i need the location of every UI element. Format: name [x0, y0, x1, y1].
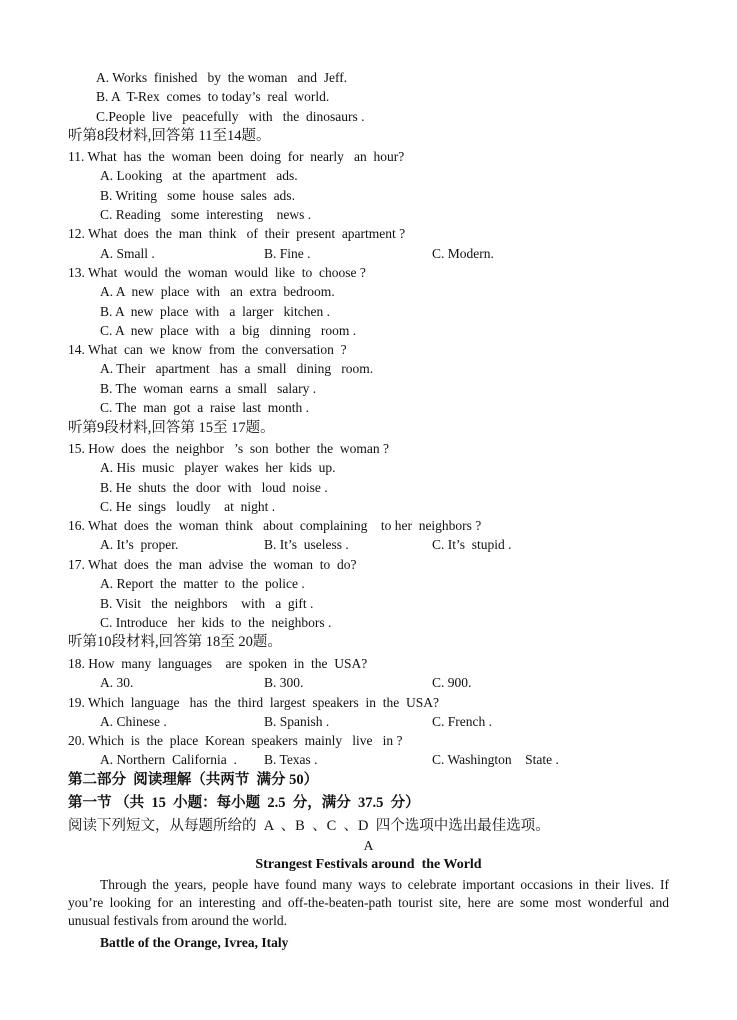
option-line: B. A T-Rex comes to today’s real world.: [96, 89, 330, 104]
subheading: Battle of the Orange, Ivrea, Italy: [100, 935, 289, 950]
option-a: A. It’s proper.: [100, 537, 179, 552]
question-12: 12. What does the man think of their present apartment ?: [68, 226, 406, 241]
question-19: 19. Which language has the third largest speakers in the USA?: [68, 695, 440, 710]
option-line: C. The man got a raise last month .: [100, 400, 309, 415]
option-b: B. Spanish .: [264, 714, 330, 729]
option-line: B. Visit the neighbors with a gift .: [100, 596, 314, 611]
option-a: A. 30.: [100, 675, 134, 690]
option-line: C. He sings loudly at night .: [100, 499, 276, 514]
option-a: A. Small .: [100, 246, 155, 261]
instructions: 阅读下列短文，从每题所给的 A 、B 、C 、D 四个选项中选出最佳选项。: [68, 818, 550, 834]
option-c: C. French .: [432, 714, 492, 729]
option-line: A. Their apartment has a small dining room.: [100, 361, 374, 376]
option-line: B. He shuts the door with loud noise .: [100, 480, 328, 495]
option-line: A. Report the matter to the police .: [100, 576, 305, 591]
passage-letter: A: [363, 838, 374, 853]
question-17: 17. What does the man advise the woman to do?: [68, 557, 357, 572]
option-line: C. A new place with a big dinning room .: [100, 323, 357, 338]
section-heading: 听第8段材料,回答第 11至14题。: [68, 128, 271, 144]
option-a: A. Northern California .: [100, 752, 237, 767]
option-line: C. Introduce her kids to the neighbors .: [100, 615, 332, 630]
question-20: 20. Which is the place Korean speakers mainly live in ?: [68, 733, 403, 748]
option-line: C.People live peacefully with the dinosaurs .: [96, 109, 365, 124]
option-line: A. A new place with an extra bedroom.: [100, 284, 335, 299]
option-c: C. Modern.: [432, 246, 494, 261]
section-heading: 第一节 （共 15 小题：每小题 2.5 分，满分 37.5 分）: [68, 795, 420, 811]
section-heading: 听第10段材料,回答第 18至 20题。: [68, 634, 282, 650]
option-c: C. 900.: [432, 675, 472, 690]
option-line: B. The woman earns a small salary .: [100, 381, 317, 396]
option-line: A. Looking at the apartment ads.: [100, 168, 298, 183]
option-line: A. Works finished by the woman and Jeff.: [96, 70, 348, 85]
passage-paragraph: Through the years, people have found many ways to celebrate important occasions in their lives. If you’re looking for an interesting and off-the-beaten-path tourist site, here are some most wonderful and unusual festivals from around the world.: [68, 877, 669, 928]
option-line: C. Reading some interesting news .: [100, 207, 312, 222]
question-16: 16. What does the woman think about complaining to her neighbors ?: [68, 518, 482, 533]
option-b: B. It’s useless .: [264, 537, 349, 552]
question-15: 15. How does the neighbor ’s son bother the woman ?: [68, 441, 389, 456]
option-line: B. A new place with a larger kitchen .: [100, 304, 330, 319]
option-a: A. Chinese .: [100, 714, 167, 729]
section-heading: 听第9段材料,回答第 15至 17题。: [68, 420, 275, 436]
option-b: B. Texas .: [264, 752, 318, 767]
question-11: 11. What has the woman been doing for nearly an hour?: [68, 149, 405, 164]
question-13: 13. What would the woman would like to choose ?: [68, 265, 366, 280]
question-18: 18. How many languages are spoken in the USA?: [68, 656, 368, 671]
option-line: B. Writing some house sales ads.: [100, 188, 295, 203]
option-c: C. Washington State .: [432, 752, 559, 767]
option-c: C. It’s stupid .: [432, 537, 512, 552]
part-heading: 第二部分 阅读理解（共两节 满分 50）: [68, 772, 319, 788]
question-14: 14. What can we know from the conversation ?: [68, 342, 347, 357]
passage-title: Strangest Festivals around the World: [255, 857, 482, 872]
option-b: B. 300.: [264, 675, 304, 690]
option-line: A. His music player wakes her kids up.: [100, 460, 336, 475]
option-b: B. Fine .: [264, 246, 311, 261]
